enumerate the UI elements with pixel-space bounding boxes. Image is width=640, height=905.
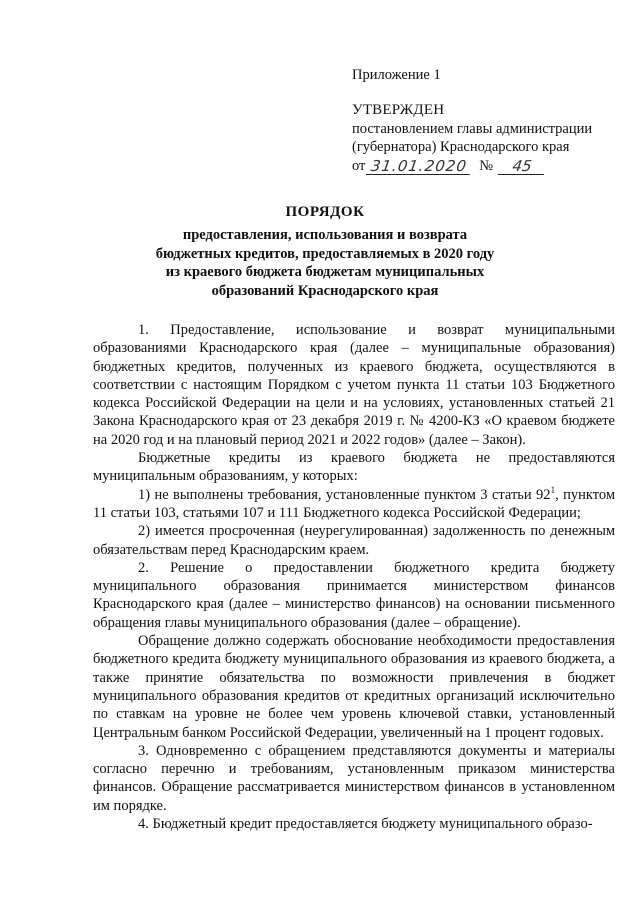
approval-block [352,101,592,175]
date-prefix: от [352,157,366,174]
paragraph-5: 2. Решение о предоставлении бюджетного кредита бюджету муниципального образования принимается министерством финансов Краснодарского края (далее – министерство финансов) на основании письменного обращения главы муниципального образования (далее – обращение). [93,559,615,631]
date-number-row [352,157,592,176]
paragraph-4: 2) имеется просроченная (неурегулированная) задолженность по денежным обязательствам перед Краснодарским краем. [93,523,615,558]
title-line-2: бюджетных кредитов, предоставляемых в 2020 году [155,245,495,262]
paragraph-2: Бюджетные кредиты из краевого бюджета не предоставляются муниципальным образованиям, у которых: [93,450,615,485]
handwritten-number: 45 [498,158,546,175]
approved-heading: УТВЕРЖДЕН [352,102,445,118]
paragraph-8: 4. Бюджетный кредит предоставляется бюджету муниципального образо- [138,816,593,833]
document-body [93,321,615,833]
document-title-block [140,203,510,300]
document-title: ПОРЯДОК [285,204,365,220]
paragraph-3-text-a: 1) не выполнены требования, установленные пунктом 3 статьи 92 [138,486,551,503]
superscript-1: 1 [550,484,556,495]
number-label: № [479,157,494,174]
paragraph-1: 1. Предоставление, использование и возврат муниципальными образованиями Краснодарского края (далее – муниципальные образования) бюджетных кредитов, полученных из краевого бюджета, осуществляются в соответствии с настоящим Порядком с учетом пункта 11 статьи 103 Бюджетного кодекса Российской Федерации на цели и на условиях, установленных статьей 21 Закона Краснодарского края от 23 декабря 2019 г. № 4200-КЗ «О краевом бюджете на 2020 год и на плановый период 2021 и 2022 годов» (далее – Закон). [93,322,615,448]
approved-by-line-1: постановлением главы администрации [352,120,593,137]
approved-by-line-2: (губернатора) Краснодарского края [352,139,570,155]
paragraph-3 [93,486,615,523]
paragraph-7: 3. Одновременно с обращением представляются документы и материалы согласно перечню и требованиям, установленным приказом министерства финансов. Обращение рассматривается министерством финансов в установленном им порядке. [93,742,615,814]
title-line-3: из краевого бюджета бюджетам муниципальных [165,264,485,280]
appendix-label: Приложение 1 [352,67,441,83]
handwritten-date: 31.01.2020 [366,158,472,175]
title-line-1: предоставления, использования и возврата [182,227,468,243]
paragraph-3-text-b: , пунктом 11 статьи 103, статьями 107 и 111 Бюджетного кодекса Российской Федерации; [93,486,615,521]
paragraph-6: Обращение должно содержать обоснование необходимости предоставления бюджетного кредита бюджету муниципального образования из краевого бюджета, а также принятие обязательства по возможности привлечения в бюджет муниципального образования кредитов от кредитных организаций исключительно по ставкам на уровне не более чем уровень ключевой ставки, установленный Центральным банком Российской Федерации, увеличенный на 1 процент годовых. [93,633,615,741]
title-line-4: образований Краснодарского края [211,282,439,299]
